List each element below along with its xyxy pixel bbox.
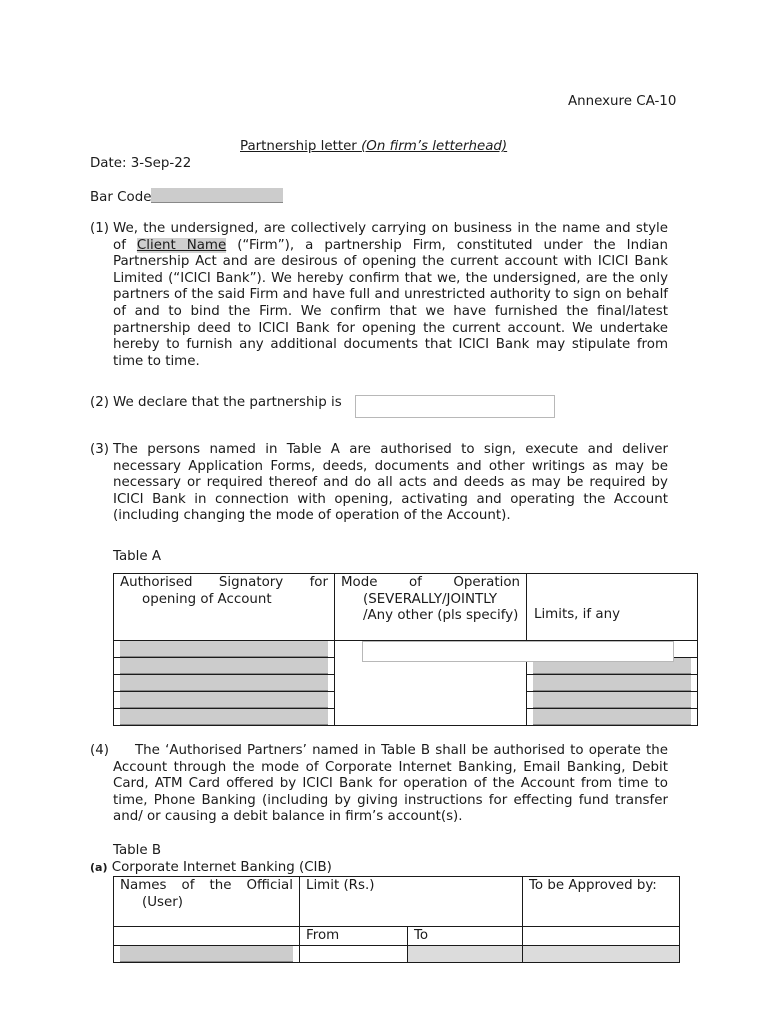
table-b-label: Table B <box>113 843 162 858</box>
col-header-mode <box>335 574 526 625</box>
clause-text-part: We, the undersigned, are collectively carrying on business in the name and style of <box>113 221 668 253</box>
signatory-field[interactable] <box>120 641 328 657</box>
signatory-field[interactable] <box>120 709 328 725</box>
clause-number: (2) <box>90 395 109 410</box>
table-cell <box>300 927 408 946</box>
col-header-to: To <box>414 928 429 943</box>
col-header-text: Mode of Operation (SEVERALLY/JOINTLY /Any other (pls specify) <box>341 575 520 624</box>
table-header-cell <box>114 877 300 927</box>
table-cell <box>408 927 523 946</box>
table-cell <box>114 692 335 709</box>
table-cell <box>114 641 335 658</box>
signatory-field[interactable] <box>120 692 328 708</box>
clause-text: The persons named in Table A are authorised to sign, execute and deliver necessary Application Forms, deeds, documents and other writings as may be necessary or required thereof and do all acts and deeds as may be required by ICICI Bank in connection with opening, activating and operating the Account (including changing the mode of operation of the Account). <box>113 442 668 524</box>
title-italic: (On firm’s letterhead) <box>361 139 508 154</box>
table-cell <box>114 709 335 726</box>
date-line: Date: 3-Sep-22 <box>90 156 192 171</box>
col-header-text: Authorised Signatory for opening of Account <box>120 575 328 607</box>
sub-marker: (a) <box>90 861 108 874</box>
clause-number: (1) <box>90 221 109 236</box>
clause-text-part: (“Firm”), a partnership Firm, constituted under the Indian Partnership Act and are desirous of opening the current account with ICICI Bank Limited (“ICICI Bank”). We hereby confirm that we, the undersigned, are the only partners of the said Firm and have full and unrestricted authority to sign on behalf of and to bind the Firm. We confirm that we have furnished the final/latest partnership deed to ICICI Bank for opening the current account. We undertake hereby to furnish any additional documents that ICICI Bank may stipulate from time to time. <box>113 237 669 369</box>
col-header-limit: Limit (Rs.) <box>306 878 375 893</box>
client-name-field[interactable]: Client Name <box>136 237 227 253</box>
signatory-field[interactable] <box>120 675 328 691</box>
letter-title <box>240 139 507 154</box>
clause-text: We declare that the partnership is <box>113 395 342 410</box>
table-cell <box>114 658 335 675</box>
table-cell <box>114 927 300 946</box>
mode-of-operation-input[interactable] <box>362 641 674 662</box>
table-cell <box>523 927 680 946</box>
table-cell <box>527 692 698 709</box>
table-header-cell <box>335 574 527 641</box>
approver-field[interactable] <box>523 945 680 962</box>
col-header-approved: To be Approved by: <box>529 878 657 893</box>
clause-text: The ‘Authorised Partners’ named in Table B shall be authorised to operate the Account through the mode of Corporate Internet Banking, Email Banking, Debit Card, ATM Card offered by ICICI Bank for operation of the Account from time to time, Phone Banking (including by giving instructions for effecting fund transfer and/ or causing a debit balance in firm’s account(s). <box>113 743 668 825</box>
table-cell[interactable] <box>300 945 408 962</box>
clause-text <box>113 221 668 370</box>
limit-field[interactable] <box>533 692 691 708</box>
limit-field[interactable] <box>533 675 691 691</box>
col-header-text: Names of the Official (User) <box>120 878 293 910</box>
partnership-type-input[interactable] <box>355 395 555 418</box>
clause-number: (3) <box>90 442 109 457</box>
table-header-cell <box>300 877 523 927</box>
table-b <box>113 876 680 963</box>
official-name-field[interactable] <box>120 946 293 962</box>
annexure-label: Annexure CA-10 <box>568 94 677 109</box>
table-cell <box>114 945 300 962</box>
col-header-from: From <box>306 928 340 943</box>
table-header-cell <box>114 574 335 641</box>
table-cell <box>114 675 335 692</box>
limit-to-field[interactable] <box>408 945 523 962</box>
bar-code-line <box>90 188 283 205</box>
bar-code-field[interactable] <box>151 188 283 203</box>
limit-field[interactable] <box>533 709 691 725</box>
col-header-signatory <box>114 574 334 608</box>
sub-title: Corporate Internet Banking (CIB) <box>111 860 332 875</box>
clause-1 <box>90 221 668 370</box>
table-a-label: Table A <box>113 549 162 564</box>
title-text: Partnership letter <box>240 139 362 154</box>
clause-4 <box>90 743 668 826</box>
signatory-field[interactable] <box>120 658 328 674</box>
clause-3 <box>90 442 668 525</box>
col-header-limits: Limits, if any <box>534 607 620 622</box>
table-cell <box>527 675 698 692</box>
clause-number: (4) <box>90 743 109 758</box>
col-header-official <box>114 877 299 911</box>
table-header-cell <box>523 877 680 927</box>
table-cell <box>527 709 698 726</box>
bar-code-label: Bar Code <box>90 190 152 205</box>
table-b-subtitle <box>90 860 332 875</box>
